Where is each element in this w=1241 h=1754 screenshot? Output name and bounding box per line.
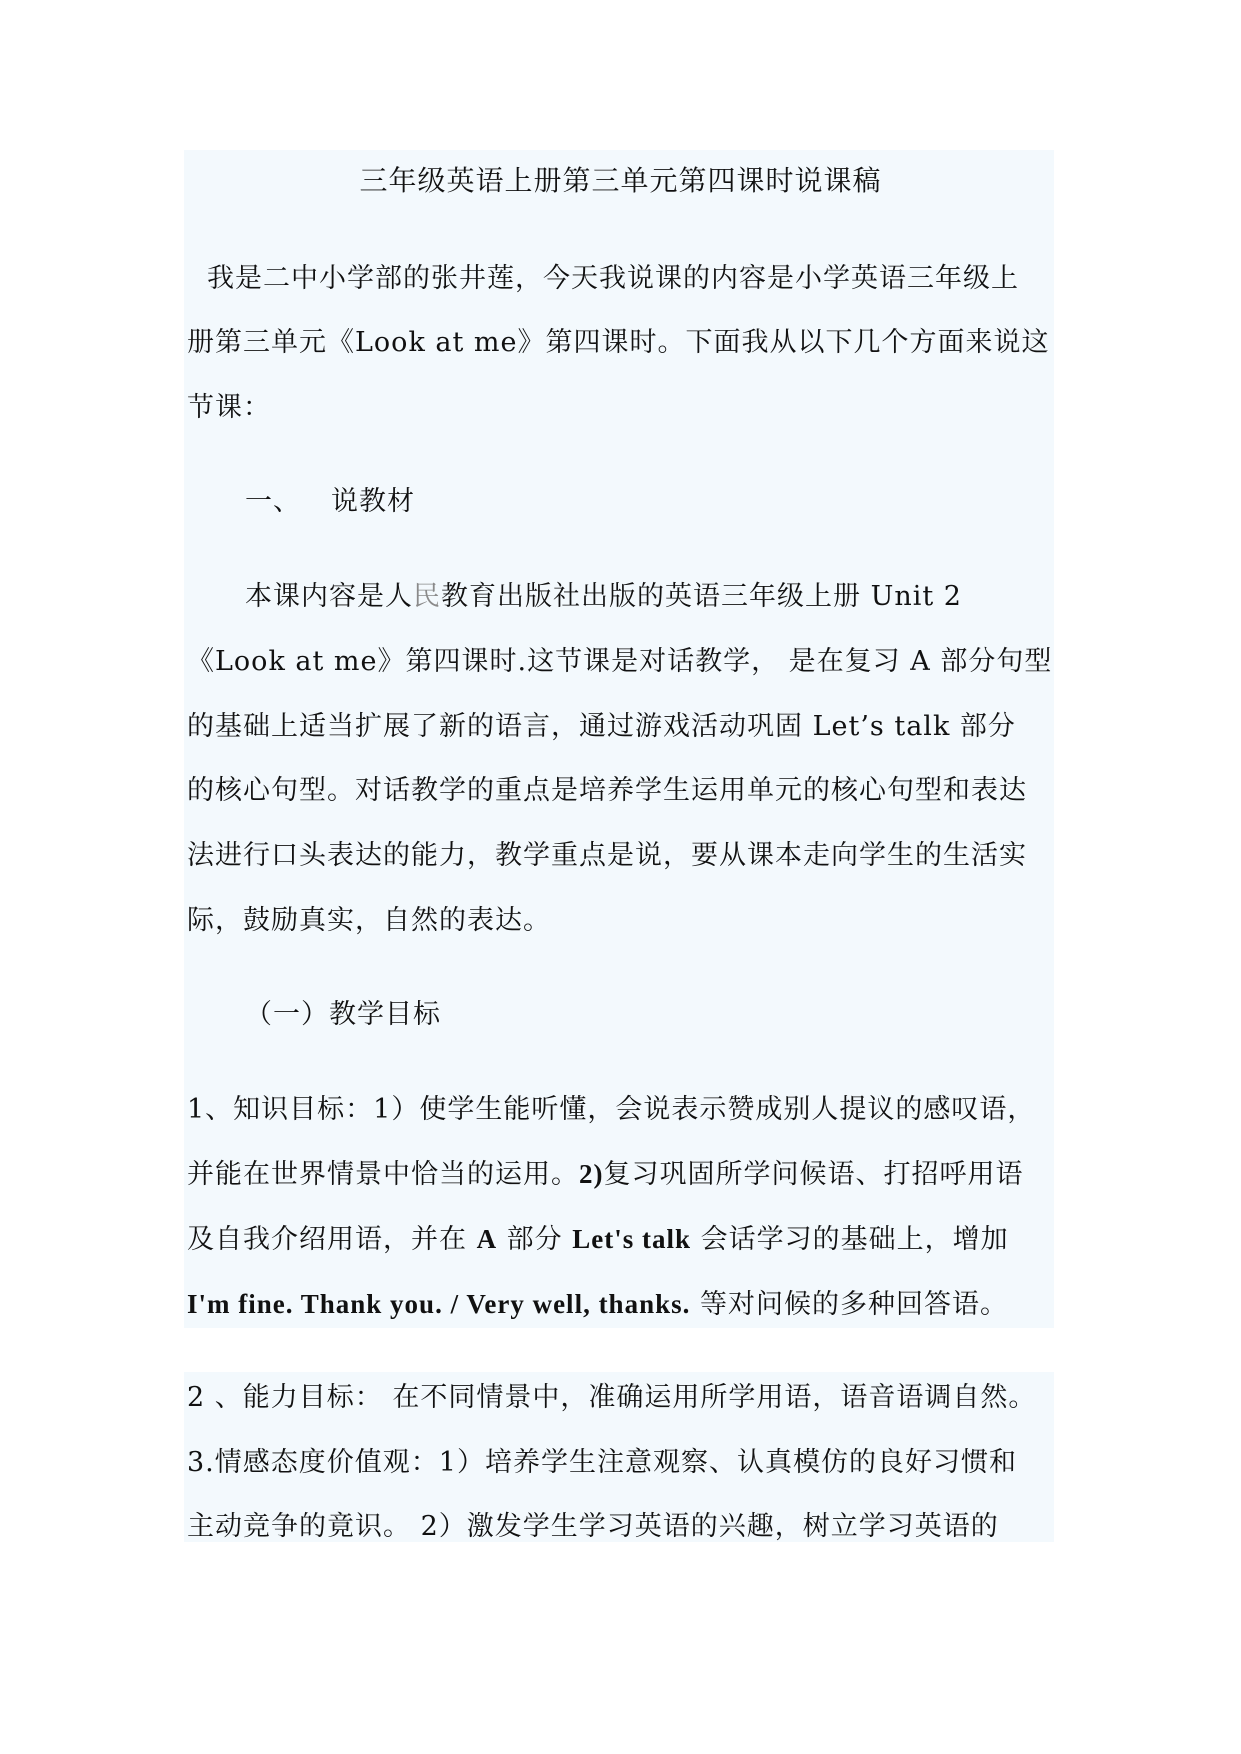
knowledge-goal-3-text-a: 及自我介绍用语，并在 bbox=[187, 1224, 477, 1255]
ability-goal-line: 2 、能力目标： 在不同情景中，准确运用所学用语，语音语调自然。 bbox=[187, 1382, 1037, 1413]
intro-line-1: 我是二中小学部的张井莲，今天我说课的内容是小学英语三年级上 bbox=[207, 263, 1019, 294]
material-text-gray-char: 民 bbox=[413, 581, 441, 612]
material-line-1 bbox=[245, 580, 962, 614]
material-text-a: 本课内容是人 bbox=[245, 581, 413, 612]
knowledge-goal-3-text-e: 会话学习的基础上，增加 bbox=[691, 1224, 1009, 1255]
knowledge-goal-2-text-a: 并能在世界情景中恰当的运用。 bbox=[187, 1159, 579, 1190]
knowledge-goal-2-number: 2) bbox=[579, 1159, 604, 1189]
knowledge-goal-3-lets-talk: Let's talk bbox=[572, 1224, 692, 1254]
knowledge-goal-line-3 bbox=[187, 1222, 1009, 1257]
material-line-2: 《Look at me》第四课时.这节课是对话教学， 是在复习 A 部分句型 bbox=[187, 646, 1053, 677]
intro-line-2: 册第三单元《Look at me》第四课时。下面我从以下几个方面来说这 bbox=[187, 327, 1050, 358]
knowledge-goal-4-phrases: I'm fine. Thank you. / Very well, thanks. bbox=[187, 1289, 691, 1319]
knowledge-goal-line-2 bbox=[187, 1157, 1024, 1192]
knowledge-goal-4-text-b: 等对问候的多种回答语。 bbox=[690, 1289, 1008, 1320]
knowledge-goal-3-text-c: 部分 bbox=[497, 1224, 573, 1255]
material-line-6: 际，鼓励真实，自然的表达。 bbox=[187, 905, 551, 936]
section-title: 说教材 bbox=[331, 486, 415, 517]
material-text-c: 教育出版社出版的英语三年级上册 Unit 2 bbox=[441, 581, 962, 612]
knowledge-goal-line-1: 1、知识目标：1）使学生能听懂，会说表示赞成别人提议的感叹语， bbox=[187, 1094, 1036, 1125]
document-title: 三年级英语上册第三单元第四课时说课稿 bbox=[359, 164, 882, 197]
section-heading bbox=[245, 485, 415, 519]
subsection-heading: （一）教学目标 bbox=[245, 999, 441, 1030]
section-number: 一、 bbox=[245, 486, 301, 517]
material-line-4: 的核心句型。对话教学的重点是培养学生运用单元的核心句型和表达 bbox=[187, 775, 1027, 806]
emotion-goal-line-2: 主动竞争的竟识。 2）激发学生学习英语的兴趣，树立学习英语的 bbox=[187, 1511, 999, 1542]
emotion-goal-line-1: 3.情感态度价值观：1）培养学生注意观察、认真模仿的良好习惯和 bbox=[187, 1447, 1017, 1478]
material-line-5: 法进行口头表达的能力，教学重点是说，要从课本走向学生的生活实 bbox=[187, 840, 1027, 871]
intro-line-3: 节课： bbox=[187, 392, 271, 423]
knowledge-goal-line-4 bbox=[187, 1287, 1008, 1322]
material-line-3: 的基础上适当扩展了新的语言，通过游戏活动巩固 Let’s talk 部分 bbox=[187, 711, 1016, 742]
knowledge-goal-3-part-a: A bbox=[476, 1224, 498, 1254]
knowledge-goal-2-text-c: 复习巩固所学问候语、打招呼用语 bbox=[603, 1159, 1024, 1190]
